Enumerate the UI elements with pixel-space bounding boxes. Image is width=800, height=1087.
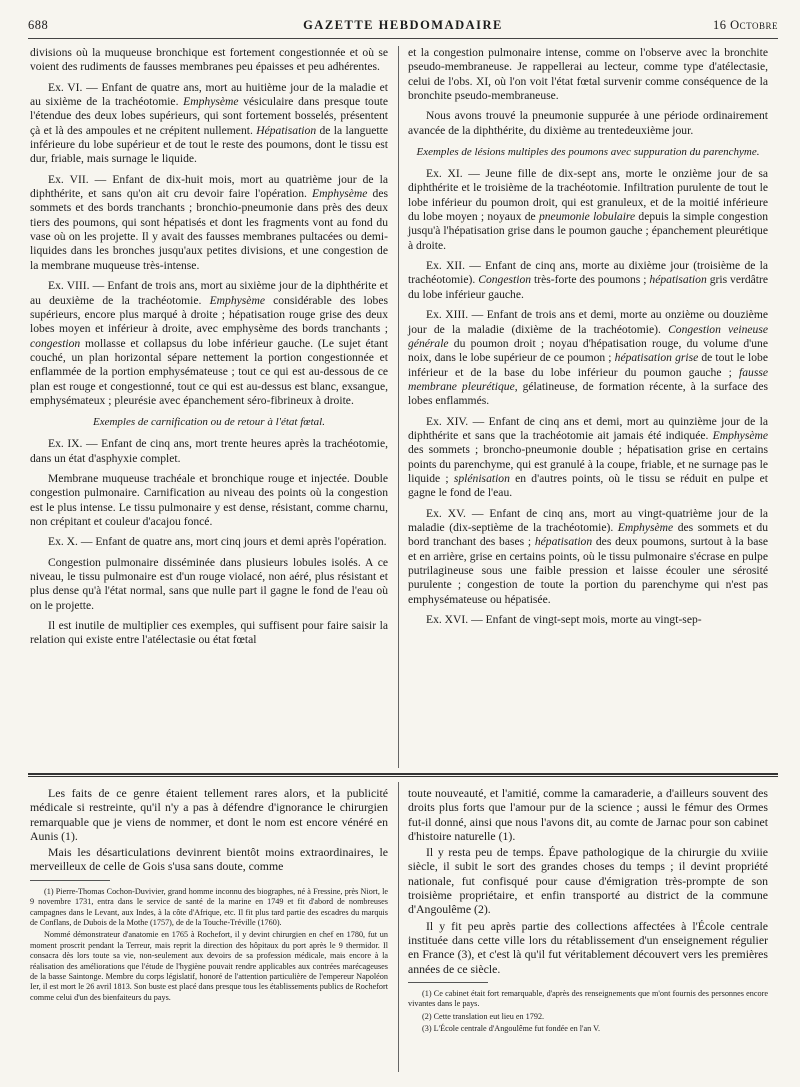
case-ex-14: Ex. XIV. — Enfant de cinq ans et demi, mort au quinzième jour de la diphthérite et sans que la trachéotomie ait jamais été indiquée. Emphysème des sommets ; broncho-pneumonie double ; hépatisation grise en certains points du parenchyme, qui est granulé à la coupe, friable, et ne surnage pas le liquide ; splénisation en d'autres points, où le tissu se réduit en pulpe et gagne le fond de l'eau. xyxy=(408,414,768,500)
paragraph: Les faits de ce genre étaient tellement rares alors, et la publicité médicale si restreinte, qu'il n'y a pas à défendre d'ignorance le chirurgien remarquable que je viens de nommer, et dont le nom est encore vénéré en Aunis (1). xyxy=(30,786,388,843)
case-ex-16: Ex. XVI. — Enfant de vingt-sept mois, morte au vingt-sep- xyxy=(426,613,702,627)
footnote-rule xyxy=(30,880,110,881)
section-separator xyxy=(28,773,778,775)
footnotes-left xyxy=(30,887,388,1003)
section-separator-thin xyxy=(28,776,778,777)
footnotes-right xyxy=(408,989,768,1035)
footnote-rule xyxy=(408,982,488,983)
case-ex-13: Ex. XIII. — Enfant de trois ans et demi, morte au onzième ou douzième jour de la maladie (dixième de la trachéotomie). Congestion veineuse générale du poumon droit ; noyau d'hépatisation rouge, du volume d'une noix, dans le lobe supérieur de ce poumon ; hépatisation grise de tout le lobe inférieur et de la base du lobe inférieur du poumon gauche ; fausse membrane pleurétique, gélatineuse, de formation récente, à la surface des lobes enflammés. xyxy=(408,308,769,408)
case-ex-6: Ex. VI. — Enfant de quatre ans, mort au huitième jour de la maladie et au sixième de la trachéotomie. Emphysème vésiculaire dans presque toute l'étendue des deux lobes supérieurs, qui sont fortement bosselés, présentent çà et là des ampoules et ne crépitent nullement. Hépatisation de la languette inférieure du lobe supérieur et de tout le reste des poumons, dont le tissu est dur, friable, mais surnage le liquide. xyxy=(30,80,388,166)
right-column xyxy=(408,46,768,633)
paragraph: divisions où la muqueuse bronchique est fortement congestionnée et où se voient des rudiments de fausses membranes peu épaisses et peu adhérentes. xyxy=(30,46,388,74)
paragraph: Il est inutile de multiplier ces exemples, qui suffisent pour faire saisir la relation qui existe entre l'atélectasie ou état fœtal xyxy=(30,619,388,647)
paragraph: Il y fit peu après partie des collections affectées à l'École centrale instituée dans cette ville lors du rétablissement d'un enseignement régulier en France (3), et c'est là qu'il fut véritablement découvert vers les premières années de ce siècle. xyxy=(408,918,768,976)
page-number: 688 xyxy=(28,18,49,32)
section-heading-multiple-lesions: Exemples de lésions multiples des poumons avec suppuration du parenchyme. xyxy=(416,146,760,159)
footnote: (3) L'École centrale d'Angoulême fut fondée en l'an V. xyxy=(422,1024,601,1034)
case-ex-8: Ex. VIII. — Enfant de trois ans, mort au sixième jour de la diphthérite et au deuxième de la trachéotomie. Emphysème considérable des lobes supérieurs, encore plus marqué à droite ; hépatisation rouge grise des deux lobes moyen et inférieur à droite, avec emphysème des bords tranchants ; congestion mollasse et collapsus du lobe inférieur gauche. (Le sujet étant couché, un plan horizontal sépare nettement la portion congestionnée et enflammée de la portion emphysémateuse ; tout ce qui est au-dessous de ce plan est rouge et congestionné, tout ce qui est au-dessus est blanc, exsangue, emphysémateux ; pleurésie avec épanchement séro-fibrineux à droite. xyxy=(30,279,388,407)
column-divider-lower xyxy=(398,782,399,1072)
paragraph: Nous avons trouvé la pneumonie suppurée à une période ordinairement avancée de la diphthérite, du dixième au trentedeuxième jour. xyxy=(408,109,768,137)
case-ex-9: Ex. IX. — Enfant de cinq ans, mort trente heures après la trachéotomie, dans un état d'asphyxie complet. xyxy=(30,437,388,465)
issue-date: 16 Octobre xyxy=(713,18,778,32)
paragraph: et la congestion pulmonaire intense, comme on l'observe avec la bronchite pseudo-membraneuse. Je rappellerai au lecteur, comme type d'atélectasie, celui de l'obs. XI, où l'on voit l'état fœtal survenir comme conséquence de la bronchite pseudo-membraneuse. xyxy=(408,46,768,103)
paragraph: Mais les désarticulations devinrent bientôt moins extraordinaires, le merveilleux de celle de Gois s'usa sans doute, comme xyxy=(30,845,388,874)
header-rule xyxy=(28,38,778,39)
case-ex-9-detail: Membrane muqueuse trachéale et bronchique rouge et injectée. Double congestion pulmonaire. Carnification au niveau des points où la congestion est le plus intense. Le tissu pulmonaire y est dense, résistant, comme charnu, non crépitant et couleur d'acajou foncé. xyxy=(30,471,388,528)
case-ex-10-detail: Congestion pulmonaire disséminée dans plusieurs lobules isolés. A ce niveau, le tissu pulmonaire est d'un rouge violacé, non aéré, plus résistant et plus dense qu'à l'état normal, sans que nulle part il gagne le fond de l'eau où on le projette. xyxy=(30,555,388,612)
paragraph: Il y resta peu de temps. Épave pathologique de la chirurgie du xviiie siècle, il subit le sort des grandes choses du temps ; il devint propriété nationale, fut confisqué pour cause d'émigration très-prompte de son troisième propriétaire, et enfin transporté au district de la commune d'Angoulême (2). xyxy=(408,845,768,917)
case-ex-11: Ex. XI. — Jeune fille de dix-sept ans, morte le onzième jour de sa diphthérite et le troisième de la trachéotomie. Infiltration purulente de tout le lobe inférieur du poumon droit, qui est granuleux, et de la moitié inférieure du lobe moyen ; noyaux de pneumonie lobulaire depuis la simple congestion jusqu'à l'hépatisation grise dans le poumon gauche ; épanchement pleurétique à droite. xyxy=(408,167,768,252)
left-column xyxy=(30,46,388,654)
case-ex-7: Ex. VII. — Enfant de dix-huit mois, mort au quatrième jour de la diphthérite, et sans qu'on ait cru devoir faire l'opération. Emphysème des sommets et des bords tranchants ; bronchio-pneumonie dans près des deux tiers des poumons, qui sont hépatisés et dont les fragments vont au fond du vase où on les projette. Il y avait des fausses membranes pultacées ou demi-liquides dans les bronches jusqu'aux petites divisions, et une congestion de la membrane muqueuse très-intense. xyxy=(30,172,388,272)
feuilleton-right xyxy=(408,786,768,1036)
column-divider xyxy=(398,46,399,768)
footnote: (2) Cette translation eut lieu en 1792. xyxy=(422,1011,545,1021)
case-ex-15: Ex. XV. — Enfant de cinq ans, mort au vingt-quatrième jour de la maladie (dix-septième de la trachéotomie). Emphysème des sommets et du bord tranchant des bases ; hépatisation des deux poumons, surtout à la base et en arrière, grise en certains points, où le tissu pulmonaire s'écrase en pulpe putrilagineuse sous une faible pression et laisse écouler une sérosité purulente ; congestion de toute la portion du parenchyme qui n'est pas emphysémateuse ou hépatisée. xyxy=(408,506,768,606)
feuilleton-left xyxy=(30,786,388,1005)
case-ex-12: Ex. XII. — Enfant de cinq ans, morte au dixième jour (troisième de la trachéotomie). Congestion très-forte des poumons ; hépatisation gris verdâtre du lobe inférieur gauche. xyxy=(408,259,768,301)
footnote: (1) Ce cabinet était fort remarquable, d'après des renseignements que m'ont fournis des personnes encore vivantes dans le pays. xyxy=(408,988,768,1009)
case-ex-10: Ex. X. — Enfant de quatre ans, mort cinq jours et demi après l'opération. xyxy=(48,535,387,549)
footnote: Nommé démonstrateur d'anatomie en 1765 à Rochefort, il y devint chirurgien en chef en 1780, fut un moment proscrit pendant la Terreur, mais reprit la direction des hôpitaux du port après le 9 thermidor. Il consacra dès lors toute sa vie, non-seulement aux devoirs de sa profession médicale, mais encore à la réalisation des améliorations que l'étude de l'hygiène pouvait rendre applicables aux contrées marécageuses de la basse Saintonge. Membre du corps législatif, honoré de l'attention particulière de l'empereur Napoléon Ier, il est mort le 26 avril 1813. Son buste est placé dans presque tous les établissements publics de Rochefort comme celui d'un des bienfaiteurs du pays. xyxy=(30,930,388,1002)
paragraph: toute nouveauté, et l'amitié, comme la camaraderie, a d'ailleurs souvent des droits plus forts que l'amour pur de la science ; aussi le fémur des Ormes fut-il donné, ainsi que nous l'avons dit, au comte de Jarnac pour son cabinet d'histoire naturelle (1). xyxy=(408,786,768,843)
section-heading-carnification: Exemples de carnification ou de retour à l'état fœtal. xyxy=(93,416,325,429)
journal-title: GAZETTE HEBDOMADAIRE xyxy=(303,18,503,32)
footnote: (1) Pierre-Thomas Cochon-Duvivier, grand homme inconnu des biographes, né à Fressine, près Niort, le 9 novembre 1731, entra dans le service de santé de la marine en 1749 et fit d'abord de nombreuses campagnes dans le Levant, aux Indes, à la côte d'Afrique, etc. Il fit plus tard partie des escadres du marquis de Conflans, de Dubois de la Mothe (1757), de de la Touche-Tréville (1760). xyxy=(30,886,388,927)
